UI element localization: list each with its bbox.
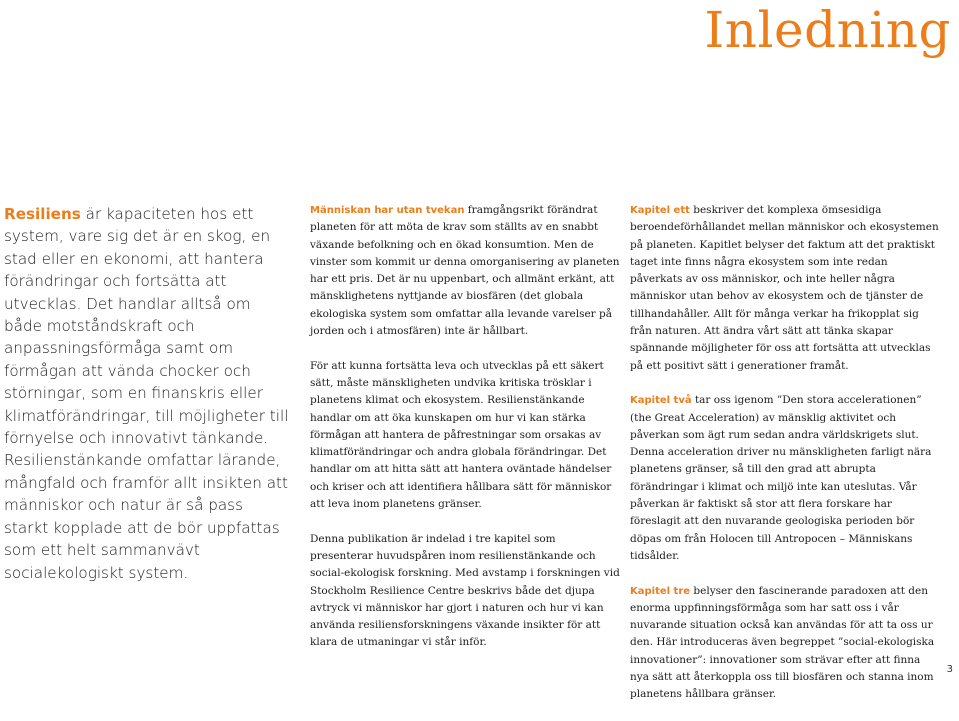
chapter-three-lead: Kapitel tre [630,585,691,597]
intro-lead-word: Resiliens [4,205,81,223]
paragraph: Denna publikation är indelad i tre kapitel som presenterar huvudspåren inom resilienstänkande och social-ekologisk forskning. Med avstamp i forskningen vid Stockholm Resilience Centre beskrivs både det djupa avtryck vi människor har gjort i naturen och hur vi kan använda resiliensforskningens växande insikter för att klara de utmaningar vi står inför. [310,532,620,649]
paragraph-text: tar oss igenom ”Den stora accelerationen” (the Great Acceleration) av mänsklig aktivitet och påverkan som ägt rum sedan andra världskrigets slut. Denna acceleration driver nu mänskligheten farligt nära planetens gränser, så till den grad att abrupta förändringar i klimat och miljö inte kan uteslutas. Vår påverkan är faktiskt så stor att flera forskare har föreslagit att den nuvarande geologiska perioden bör döpas om från Holocen till Antropocen – Människans tidsålder. [630,394,932,562]
chapter-two-lead: Kapitel två [630,395,692,407]
paragraph [630,202,942,375]
paragraph-text: framgångsrikt förändrat planeten för att möta de krav som ställts av en snabbt växande befolkning och en ökad konsumtion. Men de vinster som kommit ur denna omorganisering av planeten har ett pris. Det är nu uppenbart, och allmänt erkänt, att mänsklighetens nyttjande av biosfären (det globala ekologiska system som omfattar alla levande varelser på jorden och i atmosfären) inte är hållbart. [310,204,620,338]
paragraph-text: belyser den fascinerande paradoxen att den enorma uppfinningsförmåga som har satt oss i vår nuvarande situation också kan användas för att ta oss ur den. Här introduceras även begreppet ”social-ekologiska innovationer”: innovationer som strävar efter att finna nya sätt att återkoppla oss till biosfären och stanna inom planetens hållbara gränser. [630,584,935,701]
paragraph-lead: Människan har utan tvekan [310,205,465,216]
paragraph [630,392,942,565]
paragraph [310,202,620,340]
body-column-right [630,202,942,721]
body-column-middle [310,202,620,669]
paragraph-text: beskriver det komplexa ömsesidiga beroendeförhållandet mellan människor och ekosystemen på planeten. Kapitlet belyser det faktum att det praktiskt taget inte finns några ekosystem som inte redan påverkats av oss människor, och inte heller några människor utan behov av ekosystem och de tjänster de tillhandahåller. Allt för många verkar ha frikopplat sig från naturen. Att ändra vårt sätt att tänka skapar spännande möjligheter för oss att fortsätta att utvecklas på ett positivt sätt i generationer framåt. [630,204,939,372]
page-number: 3 [946,664,953,675]
chapter-one-lead: Kapitel ett [630,205,690,216]
intro-text: är kapaciteten hos ett system, vare sig det är en skog, en stad eller en ekonomi, att hantera förändringar och fortsätta att utvecklas. Det handlar alltså om både motståndskraft och anpassningsförmåga samt om förmågan att vända chocker och störningar, som en finanskris eller klimatförändringar, till möjligheter till förnyelse och innovativt tänkande. Resilienstänkande omfattar lärande, mångfald och framför allt insikten att människor och natur är så pass starkt kopplade att de bör uppfattas som ett helt sammanvävt socialekologiskt system. [4,205,289,582]
intro-column [4,203,289,584]
paragraph: För att kunna fortsätta leva och utvecklas på ett säkert sätt, måste mänskligheten undvika kritiska trösklar i planetens klimat och ekosystem. Resilienstänkande handlar om att öka kunskapen om hur vi kan stärka förmågan att hantera de påfrestningar som orsakas av klimatförändringar och andra globala förändringar. Det handlar om att hitta sätt att hantera oväntade händelser och kriser och att identifiera hållbara sätt för människor att leva inom planetens gränser. [310,359,612,511]
page-title: Inledning [704,1,951,59]
paragraph [630,583,942,704]
